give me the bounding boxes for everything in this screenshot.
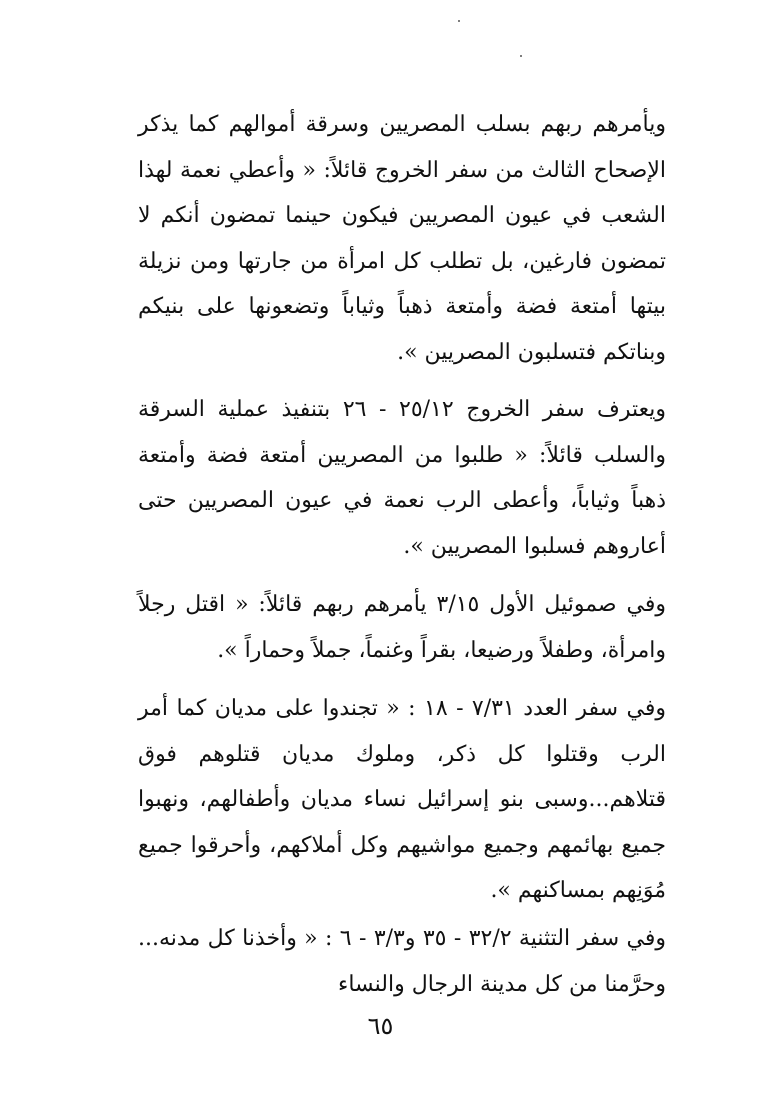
paragraph-numbers-midian: وفي سفر العدد ٧/٣١ - ١٨ : « تجندوا على مديان كما أمر الرب وقتلوا كل ذكر، وملوك مديان قتلوهم فوق قتلاهم...وسبى بنو إسرائيل نساء مديان وأطفالهم، ونهبوا جميع بهائمهم وجميع مواشيهم وكل أملاكهم، وأحرقوا جميع مُوَنِهم بمساكنهم ».	[138, 696, 666, 904]
scan-speck	[520, 55, 522, 57]
page-number: ٦٥	[367, 1012, 394, 1040]
paragraph-deuteronomy: وفي سفر التثنية ٣٢/٢ - ٣٥ و٣/٣ - ٦ : « وأخذنا كل مدنه... وحرَّمنا من كل مدينة الرجال والنساء	[138, 926, 667, 997]
paragraph-exodus-confession: ويعترف سفر الخروج ٢٥/١٢ - ٢٦ بتنفيذ عملية السرقة والسلب قائلاً: « طلبوا من المصريين أمتعة فضة وأمتعة ذهباً وثياباً، وأعطى الرب نعمة في عيون المصريين حتى أعاروهم فسلبوا المصريين ».	[138, 397, 667, 559]
scan-speck	[458, 20, 460, 22]
paragraph-plunder-command: ويأمرهم ربهم بسلب المصريين وسرقة أموالهم كما يذكر الإصحاح الثالث من سفر الخروج قائلاً: « وأعطي نعمة لهذا الشعب في عيون المصريين فيكون حينما تمضون أنكم لا تمضون فارغين، بل تطلب كل امرأة من جارتها ومن نزيلة بيتها أمتعة فضة وأمتعة ذهباً وثياباً وتضعونها على بنيكم وبناتكم فتسلبون المصريين ».	[138, 112, 667, 365]
paragraph-samuel-command: وفي صموئيل الأول ٣/١٥ يأمرهم ربهم قائلاً: « اقتل رجلاً وامرأة، وطفلاً ورضيعا، بقراً وغنماً، جملاً وحماراً ».	[138, 592, 666, 663]
